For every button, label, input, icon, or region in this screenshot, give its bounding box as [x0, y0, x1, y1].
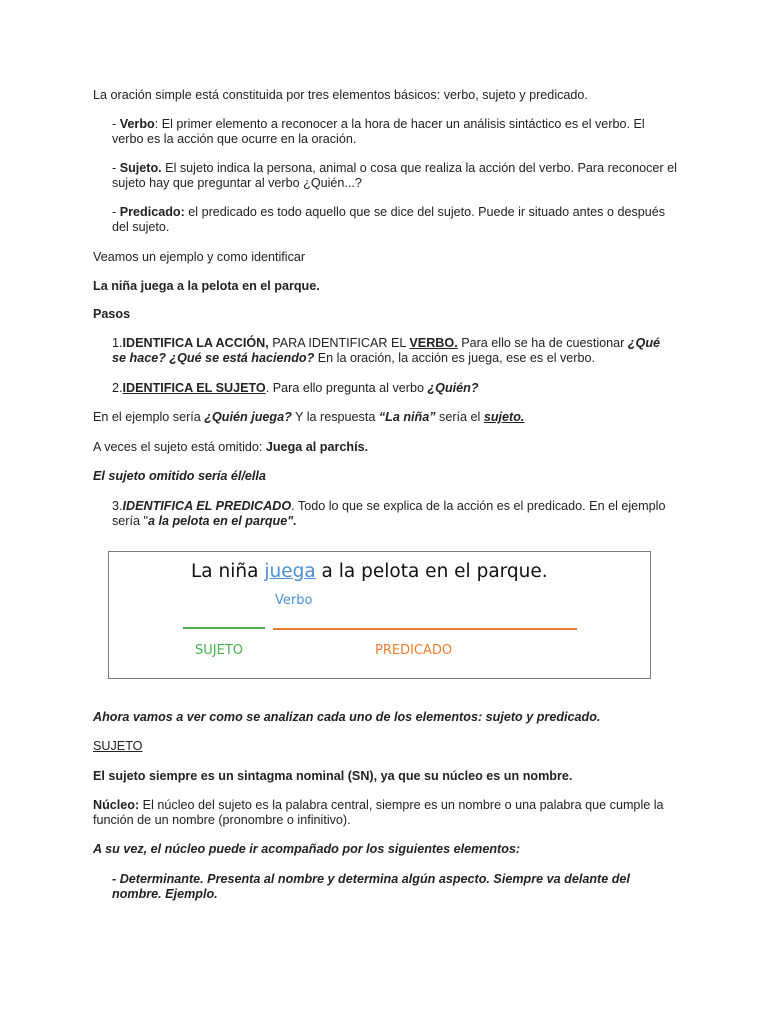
step-2-title: IDENTIFICA EL SUJETO	[122, 381, 266, 395]
step-3-text: . Todo lo que se explica de la acción es el predicado. En el ejemplo sería "	[112, 499, 666, 528]
veamos-paragraph: Veamos un ejemplo y como identificar	[93, 250, 306, 264]
diagram-verb-word: juega	[264, 561, 316, 582]
nucleo-text: El núcleo del sujeto es la palabra central, siempre es un nombre o una palabra que cumple la función de un nombre (pronombre o infinitivo).	[93, 798, 664, 827]
example-sentence	[93, 279, 683, 294]
ejemplo-text-1: En el ejemplo sería	[93, 410, 205, 424]
step-1-mid: PARA IDENTIFICAR EL	[268, 336, 410, 350]
step-1	[112, 336, 677, 366]
diagram-predicado-line	[273, 628, 577, 630]
step-2-text: . Para ello pregunta al verbo	[265, 381, 428, 395]
nucleo-paragraph	[93, 798, 683, 828]
predicado-definition	[112, 205, 677, 235]
pasos-heading	[93, 307, 683, 322]
step-1-verbo: VERBO.	[409, 336, 458, 350]
diagram-sujeto-label: SUJETO	[195, 643, 243, 658]
step-1-text-2: En la oración, la acción es juega, ese es el verbo.	[314, 351, 596, 365]
sn-statement	[93, 769, 683, 784]
sujeto-definition	[112, 161, 677, 191]
diagram-sentence-start: La niña	[191, 561, 265, 582]
sujeto-term: Sujeto.	[119, 161, 162, 175]
pasos-text: Pasos	[93, 307, 131, 321]
acompanado-paragraph	[93, 842, 683, 857]
step-3-example: a la pelota en el parque".	[147, 514, 297, 528]
ejemplo-paragraph	[93, 410, 683, 425]
diagram-sentence	[191, 560, 548, 584]
diagram-sentence-end: a la pelota en el parque.	[315, 561, 548, 582]
diagram-predicado-label: PREDICADO	[375, 643, 453, 658]
omitido-note	[93, 469, 683, 484]
diagram-verbo-label: Verbo	[275, 593, 313, 608]
predicado-text: el predicado es todo aquello que se dice del sujeto. Puede ir situado antes o después del sujeto.	[112, 205, 666, 234]
omitido-example: Juega al parchís.	[265, 440, 369, 454]
step-1-number: 1.	[112, 336, 123, 350]
ahora-text: Ahora vamos a ver como se analizan cada uno de los elementos: sujeto y predicado.	[93, 710, 601, 724]
step-3-title: IDENTIFICA EL PREDICADO	[122, 499, 292, 513]
omitido-text: A veces el sujeto está omitido:	[93, 440, 266, 454]
ejemplo-sujeto: sujeto.	[483, 410, 525, 424]
sujeto-dash: -	[112, 161, 120, 175]
step-2	[112, 381, 677, 396]
intro-paragraph: La oración simple está constituida por tres elementos básicos: verbo, sujeto y predicado.	[93, 88, 588, 102]
sujeto-text: El sujeto indica la persona, animal o cosa que realiza la acción del verbo. Para reconocer el sujeto hay que preguntar al verbo ¿Quién...?	[112, 161, 677, 190]
ejemplo-text-3: sería el	[435, 410, 484, 424]
step-2-number: 2.	[112, 381, 123, 395]
verbo-text: : El primer elemento a reconocer a la hora de hacer un análisis sintáctico es el verbo. El verbo es la acción que ocurre en la oración.	[112, 117, 645, 146]
diagram-sujeto-line	[183, 627, 265, 629]
example-sentence-text: La niña juega a la pelota en el parque.	[93, 279, 320, 293]
ejemplo-text-2: Y la respuesta	[291, 410, 379, 424]
sn-statement-text: El sujeto siempre es un sintagma nominal (SN), ya que su núcleo es un nombre.	[93, 769, 573, 783]
ejemplo-answer: “La niña”	[378, 410, 436, 424]
step-1-text: Para ello se ha de cuestionar	[457, 336, 628, 350]
sujeto-heading-text: SUJETO	[93, 739, 143, 753]
sujeto-heading	[93, 739, 683, 754]
determinante-paragraph	[112, 872, 677, 902]
sentence-diagram	[108, 551, 651, 679]
verbo-dash: -	[112, 117, 120, 131]
predicado-term: Predicado:	[119, 205, 185, 219]
omitido-note-text: El sujeto omitido sería él/ella	[93, 469, 266, 483]
step-1-title: IDENTIFICA LA ACCIÓN,	[122, 336, 269, 350]
step-3-number: 3.	[112, 499, 123, 513]
step-1-questions: ¿Qué se hace? ¿Qué se está haciendo?	[112, 336, 661, 365]
step-2-question: ¿Quién?	[427, 381, 479, 395]
predicado-dash: -	[112, 205, 120, 219]
ejemplo-question: ¿Quién juega?	[204, 410, 292, 424]
determinante-text: - Determinante. Presenta al nombre y determina algún aspecto. Siempre va delante del nombre. Ejemplo.	[112, 872, 630, 901]
ahora-paragraph	[93, 710, 683, 725]
omitido-paragraph	[93, 440, 683, 455]
step-3	[112, 499, 677, 529]
acompanado-text: A su vez, el núcleo puede ir acompañado por los siguientes elementos:	[93, 842, 521, 856]
nucleo-term: Núcleo:	[93, 798, 140, 812]
verbo-term: Verbo	[119, 117, 155, 131]
verbo-definition	[112, 117, 677, 147]
